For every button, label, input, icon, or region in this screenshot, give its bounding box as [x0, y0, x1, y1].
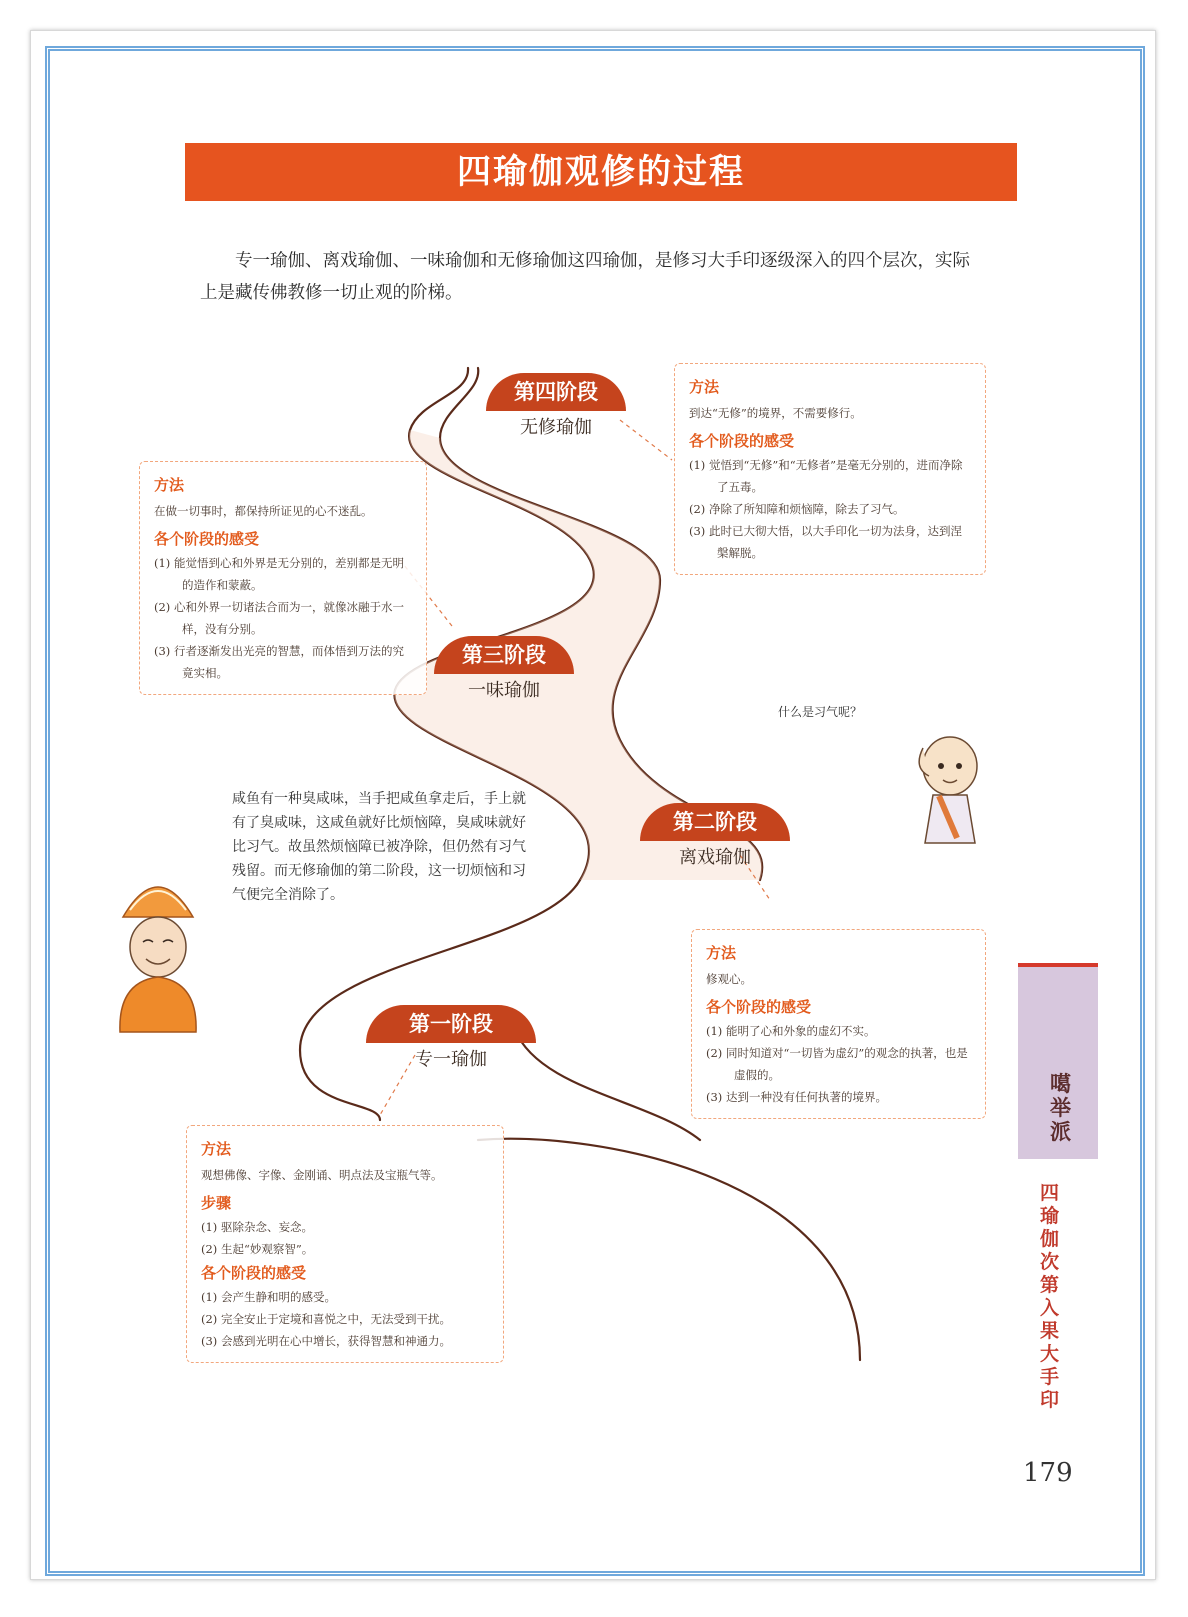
stage-3-feel-item: (1) 能觉悟到心和外界是无分别的，差别都是无明的造作和蒙蔽。 — [154, 556, 404, 592]
stage-2-name: 离戏瑜伽 — [679, 847, 751, 868]
stage-3-name: 一味瑜伽 — [468, 680, 540, 701]
stage-2-feel-item: (2) 同时知道对“一切皆为虚幻”的观念的执著，也是虚假的。 — [706, 1046, 968, 1082]
stage-3-feel-heading: 各个阶段的感受 — [154, 530, 260, 548]
stage-3-method-text: 在做一切事时，都保持所证见的心不迷乱。 — [154, 504, 373, 518]
stage-2-method-text: 修观心。 — [706, 972, 752, 986]
stage-4 — [486, 373, 626, 443]
road-bottom-edge — [478, 1139, 860, 1360]
habit-energy-note: 咸鱼有一种臭咸味，当手把咸鱼拿走后，手上就有了臭咸味，这咸鱼就好比烦恼障，臭咸味就好比习气。故虽然烦恼障已被净除，但仍然有习气残留。而无修瑜伽的第二阶段，这一切烦恼和习气便完全消除了。 — [232, 791, 526, 903]
stage-3 — [434, 636, 574, 706]
section-tab-label: 噶举派 — [1050, 1072, 1071, 1144]
young-monk-illustration — [905, 728, 995, 848]
section-tab — [1018, 963, 1098, 1159]
stage-1-feel-item: (1) 会产生静和明的感受。 — [201, 1290, 336, 1304]
stage-1-feel-heading: 各个阶段的感受 — [201, 1264, 307, 1282]
stage-3-method-heading: 方法 — [154, 476, 185, 494]
intro-paragraph: 专一瑜伽、离戏瑜伽、一味瑜伽和无修瑜伽这四瑜伽，是修习大手印逐级深入的四个层次，实际上是藏传佛教修一切止观的阶梯。 — [200, 251, 970, 303]
stage-1-feel-item: (3) 会感到光明在心中增长，获得智慧和神通力。 — [201, 1334, 451, 1348]
stage-2-method-heading: 方法 — [706, 944, 737, 962]
stage-4-label: 第四阶段 — [486, 373, 626, 411]
stage-4-feel-item: (1) 觉悟到“无修”和“无修者”是毫无分别的，进而净除了五毒。 — [689, 458, 963, 494]
stage-2-info-box — [691, 929, 986, 1119]
stage-2-feel-item: (3) 达到一种没有任何执著的境界。 — [706, 1090, 887, 1104]
stage-1 — [366, 1005, 536, 1075]
page-number: 179 — [1023, 1458, 1073, 1488]
page-title: 四瑜伽观修的过程 — [185, 143, 1017, 201]
stage-1-step-item: (1) 驱除杂念、妄念。 — [201, 1220, 313, 1234]
stage-3-info-box — [139, 461, 427, 695]
stage-4-feel-item: (3) 此时已大彻大悟，以大手印化一切为法身，达到涅槃解脱。 — [689, 524, 962, 560]
stage-2-feel-heading: 各个阶段的感受 — [706, 998, 812, 1016]
stage-1-feel-item: (2) 完全安止于定境和喜悦之中，无法受到干扰。 — [201, 1312, 451, 1326]
stage-1-info-box — [186, 1125, 504, 1363]
stage-4-method-text: 到达“无修”的境界，不需要修行。 — [689, 406, 862, 420]
connector-4 — [620, 420, 672, 460]
monk-question: 什么是习气呢？ — [778, 705, 863, 719]
stage-4-info-box — [674, 363, 986, 575]
stage-2-label: 第二阶段 — [640, 803, 790, 841]
stage-1-steps-heading: 步骤 — [201, 1194, 232, 1212]
stage-4-method-heading: 方法 — [689, 378, 720, 396]
road-right-lower — [515, 1030, 700, 1140]
stage-4-name: 无修瑜伽 — [520, 417, 592, 438]
stage-1-label: 第一阶段 — [366, 1005, 536, 1043]
chapter-vertical-title: 四瑜伽次第入果大手印 — [1040, 1182, 1060, 1411]
stage-3-feel-item: (3) 行者逐渐发出光亮的智慧，而体悟到万法的究竟实相。 — [154, 644, 404, 680]
stage-1-step-item: (2) 生起“妙观察智”。 — [201, 1242, 314, 1256]
stage-1-method-heading: 方法 — [201, 1140, 232, 1158]
stage-4-feel-heading: 各个阶段的感受 — [689, 432, 795, 450]
lama-illustration — [108, 862, 208, 1037]
stage-1-method-text: 观想佛像、字像、金刚诵、明点法及宝瓶气等。 — [201, 1168, 443, 1182]
stage-3-label: 第三阶段 — [434, 636, 574, 674]
stage-2-feel-item: (1) 能明了心和外象的虚幻不实。 — [706, 1024, 876, 1038]
stage-1-name: 专一瑜伽 — [415, 1049, 487, 1070]
stage-2 — [640, 803, 790, 873]
stage-4-feel-item: (2) 净除了所知障和烦恼障，除去了习气。 — [689, 502, 905, 516]
stage-3-feel-item: (2) 心和外界一切诸法合而为一，就像冰融于水一样，没有分别。 — [154, 600, 404, 636]
